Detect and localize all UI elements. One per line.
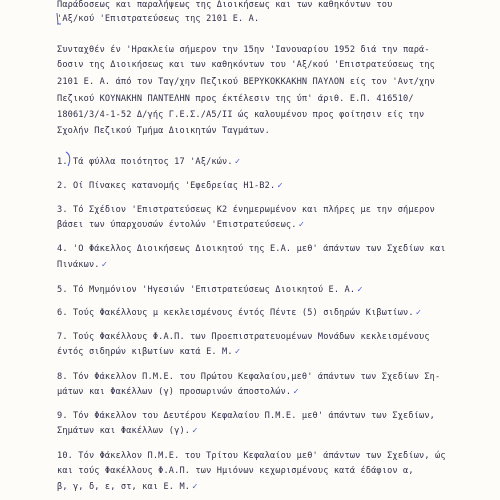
check-mark-icon: ✓ bbox=[298, 220, 305, 230]
list-item-text: 3. Τό Σχέδιον 'Επιστρατεύσεως Κ2 ένημερωμένον και πλήρες με την σήμερον bbox=[57, 205, 435, 215]
list-item-text: Σημάτων και Φακέλλων (γ). bbox=[57, 426, 191, 436]
list-item-text: β, γ, δ, ε, στ, και Ε. Μ. bbox=[57, 482, 191, 492]
header-line-1: Παράδοσεως και παραλήψεως της Διοικήσεως και των καθηκόντων του bbox=[57, 0, 393, 10]
list-item-text: 4. 'Ο Φάκελλος Διοικήσεως Διοικητού της Ε.Α. μεθ' άπάντων των Σχεδίων και bbox=[57, 244, 446, 254]
list-item-line-2 bbox=[57, 220, 304, 230]
intro-line-5: 18061/3/4-1-52 Δ/γής Γ.Ε.Σ./Α5/ΙΙ ώς καλουμένου προς φοίτησιν είς την bbox=[57, 110, 425, 120]
check-mark-icon: ✓ bbox=[277, 181, 283, 191]
check-mark-icon: ✓ bbox=[415, 308, 422, 318]
check-mark-icon: ✓ bbox=[357, 285, 363, 295]
list-item bbox=[57, 285, 363, 295]
list-item-line-1 bbox=[57, 205, 435, 215]
list-item-text: 9. Τόν Φάκελλον του Δευτέρου Κεφαλαίου Π.Μ.Ε. μεθ' άπάντων των Σχεδίων, bbox=[57, 411, 435, 421]
list-item-text: 8. Τόν Φάκελλον Π.Μ.Ε. του Πρώτου Κεφαλαίου,μεθ' άπάντων των Σχεδίων Ση- bbox=[57, 372, 441, 382]
list-item-text: και τούς Φακέλλους Φ.Α.Π. των Ημιόνων κεχωρισμένους κατά έδάφιον α, bbox=[57, 466, 414, 476]
list-item-line-3 bbox=[57, 482, 198, 492]
list-item-text: Πινάκων. bbox=[57, 260, 100, 270]
header-line-2: 'Αξ/κού 'Επιστρατεύσεως της 2101 Ε. Α. bbox=[57, 14, 260, 24]
intro-line-4: Πεζικού ΚΟΥΝΑΚΗΝ ΠΑΝΤΕΛΗΝ προς έκτέλεσιν της ύπ' άριθ. Ε.Π. 416510/ bbox=[57, 94, 414, 104]
list-item-line-1 bbox=[57, 411, 435, 421]
check-mark-icon: ✓ bbox=[192, 426, 198, 436]
list-item-line-2 bbox=[57, 387, 299, 397]
intro-line-2: δοσιν της Διοικήσεως και των καθηκόντων του 'Αξ/κού 'Επιστρατεύσεως της bbox=[57, 60, 435, 70]
check-mark-icon: ✓ bbox=[234, 157, 241, 167]
intro-line-3: 2101 Ε. Α. άπό τον Ταγ/χην Πεζικού ΒΕΡΥΚΟΚΚΑΚΗΝ ΠΑΥΛΟΝ είς τον 'Αντ/χην bbox=[57, 77, 435, 87]
list-item bbox=[57, 157, 240, 167]
list-item-line-2 bbox=[57, 260, 107, 270]
list-item-line-1 bbox=[57, 244, 446, 254]
list-item-text: μάτων και Φακέλλων (γ) προσωρινών άποστολών. bbox=[57, 387, 292, 397]
list-item-text: 1. Τά φύλλα ποιότητος 17 'Αξ/κών. bbox=[57, 157, 233, 167]
list-item-text: 7. Τούς Φακέλλους Φ.Α.Π. των Προεπιστρατευομένων Μονάδων κεκλεισμένους bbox=[57, 332, 430, 342]
check-mark-icon: ✓ bbox=[234, 347, 241, 357]
list-item-line-1 bbox=[57, 372, 440, 382]
list-item-text: έντός σιδηρών κιβωτίων κατά Ε. Μ. bbox=[57, 347, 233, 357]
list-item-line-2 bbox=[57, 466, 414, 476]
list-item bbox=[57, 308, 421, 318]
check-mark-icon: ✓ bbox=[192, 482, 198, 492]
intro-line-6: Σχολήν Πεζικού Τμήμα Διοικητών Ταγμάτων. bbox=[57, 126, 270, 136]
intro-line-1: Συνταχθέν έν 'Ηρακλείω σήμερον την 15ην 'Ιανουαρίου 1952 διά την παρά- bbox=[57, 45, 430, 55]
list-item-line-1 bbox=[57, 332, 430, 342]
list-item bbox=[57, 181, 283, 191]
list-item-text: 5. Τό Μνημόνιον 'Ηγεσιών 'Επιστρατεύσεως Διοικητού Ε. Α. bbox=[57, 285, 356, 295]
list-item-line-2 bbox=[57, 426, 198, 436]
list-item-text: βάσει των ύπαρχουσών έντολών 'Επιστρατεύσεως. bbox=[57, 220, 297, 230]
check-mark-icon: ✓ bbox=[101, 260, 108, 270]
list-item-line-1 bbox=[57, 451, 446, 461]
list-item-text: 6. Τούς Φακέλλους μ κεκλεισμένους έντός Πέντε (5) σιδηρών Κιβωτίων. bbox=[57, 308, 414, 318]
list-item-line-2 bbox=[57, 347, 240, 357]
list-item-text: 10. Τόν Φάκελλον Π.Μ.Ε. του Τρίτου Κεφαλαίου μεθ' άπάντων των Σχεδίων, ώς bbox=[57, 451, 446, 461]
check-mark-icon: ✓ bbox=[293, 387, 299, 397]
list-item-text: 2. Οί Πίνακες κατανομής 'Εφεδρείας Η1-Β2. bbox=[57, 181, 276, 191]
